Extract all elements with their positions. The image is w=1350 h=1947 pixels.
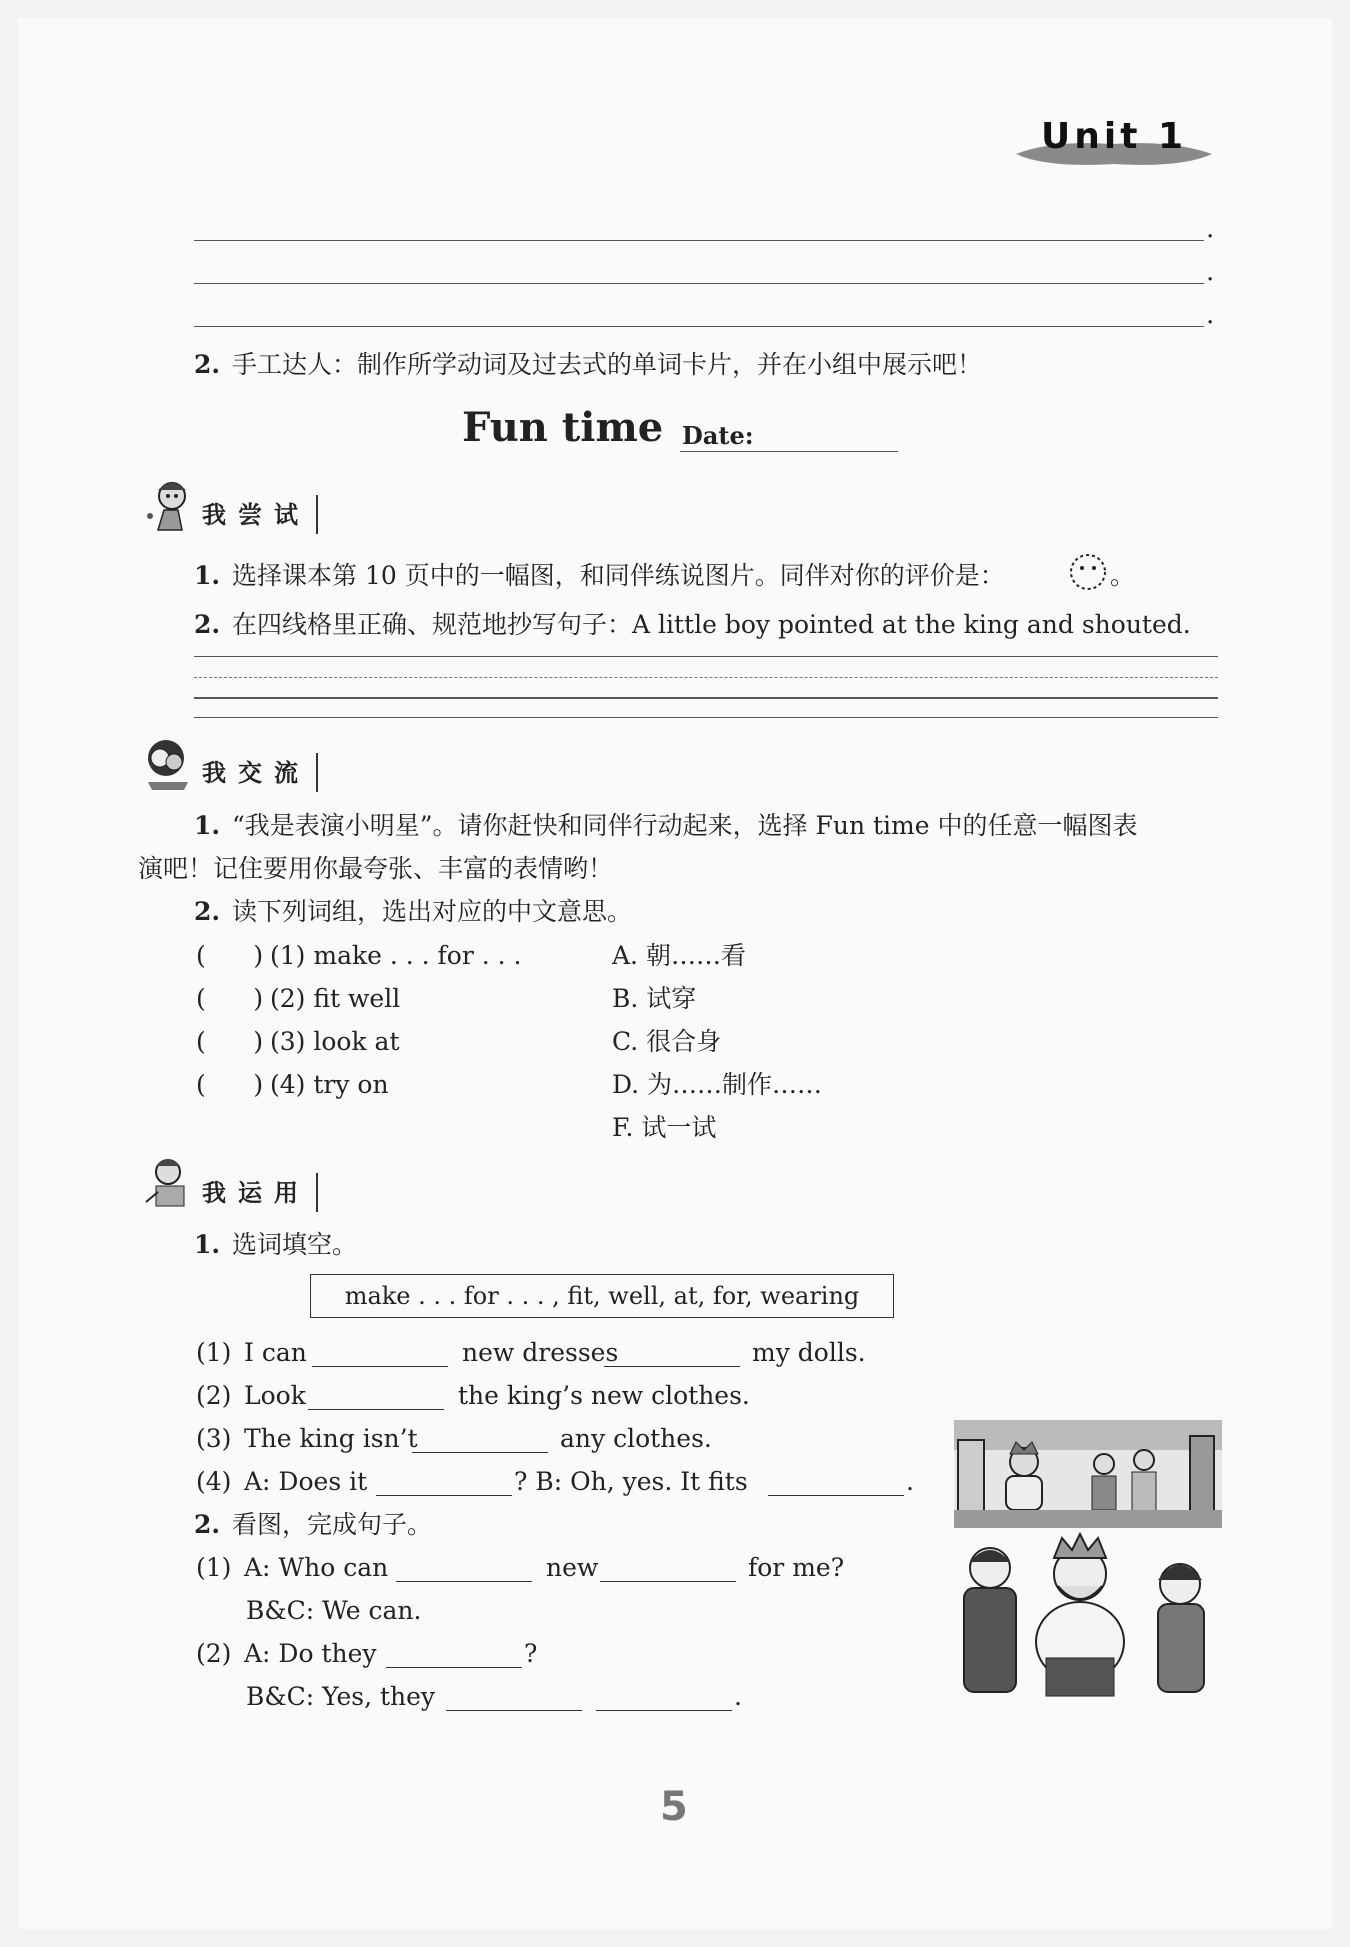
- date-label: Date:: [682, 421, 754, 450]
- boy-girl-mascot-icon: [138, 732, 198, 792]
- blank-field[interactable]: [600, 1559, 736, 1582]
- cartoon-shop-scene-illustration: [954, 1420, 1222, 1528]
- section-label: 我尝试: [202, 495, 318, 534]
- task-number: 2.: [194, 897, 221, 926]
- four-line-grid-line[interactable]: [194, 697, 1218, 699]
- page-number: 5: [660, 1784, 688, 1830]
- answer-paren[interactable]: ( ): [196, 1027, 264, 1056]
- section-header-use: [138, 1152, 318, 1212]
- section-label: 我交流: [202, 753, 318, 792]
- word-bank-box: make . . . for . . . , fit, well, at, for, wearing: [310, 1274, 894, 1318]
- blank-field[interactable]: [308, 1387, 444, 1410]
- meaning: C. 很合身: [612, 1027, 722, 1056]
- blank-field[interactable]: [446, 1688, 582, 1711]
- blank-field[interactable]: [386, 1645, 522, 1668]
- cartoon-king-tailors-illustration: [952, 1532, 1222, 1702]
- task-number: 1.: [194, 811, 221, 840]
- task-number: 2.: [194, 1510, 221, 1539]
- phrase: (1) make . . . for . . .: [270, 941, 522, 970]
- date-field[interactable]: [680, 451, 898, 452]
- answer-paren[interactable]: ( ): [196, 984, 264, 1013]
- phrase: (4) try on: [270, 1070, 389, 1099]
- task-number: 1.: [194, 1230, 221, 1259]
- phrase: (3) look at: [270, 1027, 400, 1056]
- meaning: F. 试一试: [612, 1113, 717, 1142]
- section-header-try: [138, 474, 318, 534]
- blank-field[interactable]: [596, 1688, 732, 1711]
- blank-field[interactable]: [312, 1344, 448, 1367]
- writing-line[interactable]: [194, 240, 1204, 241]
- task-number: 1.: [194, 561, 221, 590]
- writing-line[interactable]: [194, 326, 1204, 327]
- blank-field[interactable]: [376, 1473, 512, 1496]
- task-text: “我是表演小明星”。请你赶快和同伴行动起来，选择 Fun time 中的任意一幅图表: [232, 811, 1138, 840]
- task-number: 2.: [194, 350, 221, 379]
- section-title: Fun time: [462, 404, 664, 451]
- unit-tab: [1012, 110, 1216, 166]
- task-text: 读下列词组，选出对应的中文意思。: [232, 897, 633, 926]
- task-text: 手工达人：制作所学动词及过去式的单词卡片，并在小组中展示吧！: [232, 350, 983, 379]
- answer-paren[interactable]: ( ): [196, 1070, 264, 1099]
- smiley-face-icon: [1068, 552, 1108, 592]
- blank-field[interactable]: [412, 1430, 548, 1453]
- task-text: 选词填空。: [232, 1230, 358, 1259]
- task-text: 选择课本第 10 页中的一幅图，和同伴练说图片。同伴对你的评价是：: [232, 561, 1005, 590]
- four-line-grid-line[interactable]: [194, 677, 1218, 678]
- section-header-talk: [138, 732, 318, 792]
- section-label: 我运用: [202, 1173, 318, 1212]
- girl-mascot-icon: [138, 474, 198, 534]
- blank-field[interactable]: [396, 1559, 532, 1582]
- answer-paren[interactable]: ( ): [196, 941, 264, 970]
- meaning: B. 试穿: [612, 984, 697, 1013]
- meaning: A. 朝……看: [612, 941, 746, 970]
- blank-field[interactable]: [604, 1344, 740, 1367]
- phrase: (2) fit well: [270, 984, 401, 1013]
- four-line-grid-line[interactable]: [194, 717, 1218, 718]
- task-text: 看图，完成句子。: [232, 1510, 433, 1539]
- unit-label: Unit 1: [1041, 116, 1187, 157]
- task-number: 2.: [194, 610, 221, 639]
- task-text: 在四线格里正确、规范地抄写句子：A little boy pointed at the king and shouted.: [232, 610, 1191, 639]
- girl-writing-mascot-icon: [138, 1152, 198, 1212]
- meaning: D. 为……制作……: [612, 1070, 823, 1099]
- writing-line[interactable]: [194, 283, 1204, 284]
- task-text: 演吧！记住要用你最夸张、丰富的表情哟！: [138, 854, 614, 883]
- blank-field[interactable]: [768, 1473, 904, 1496]
- four-line-grid-line[interactable]: [194, 656, 1218, 657]
